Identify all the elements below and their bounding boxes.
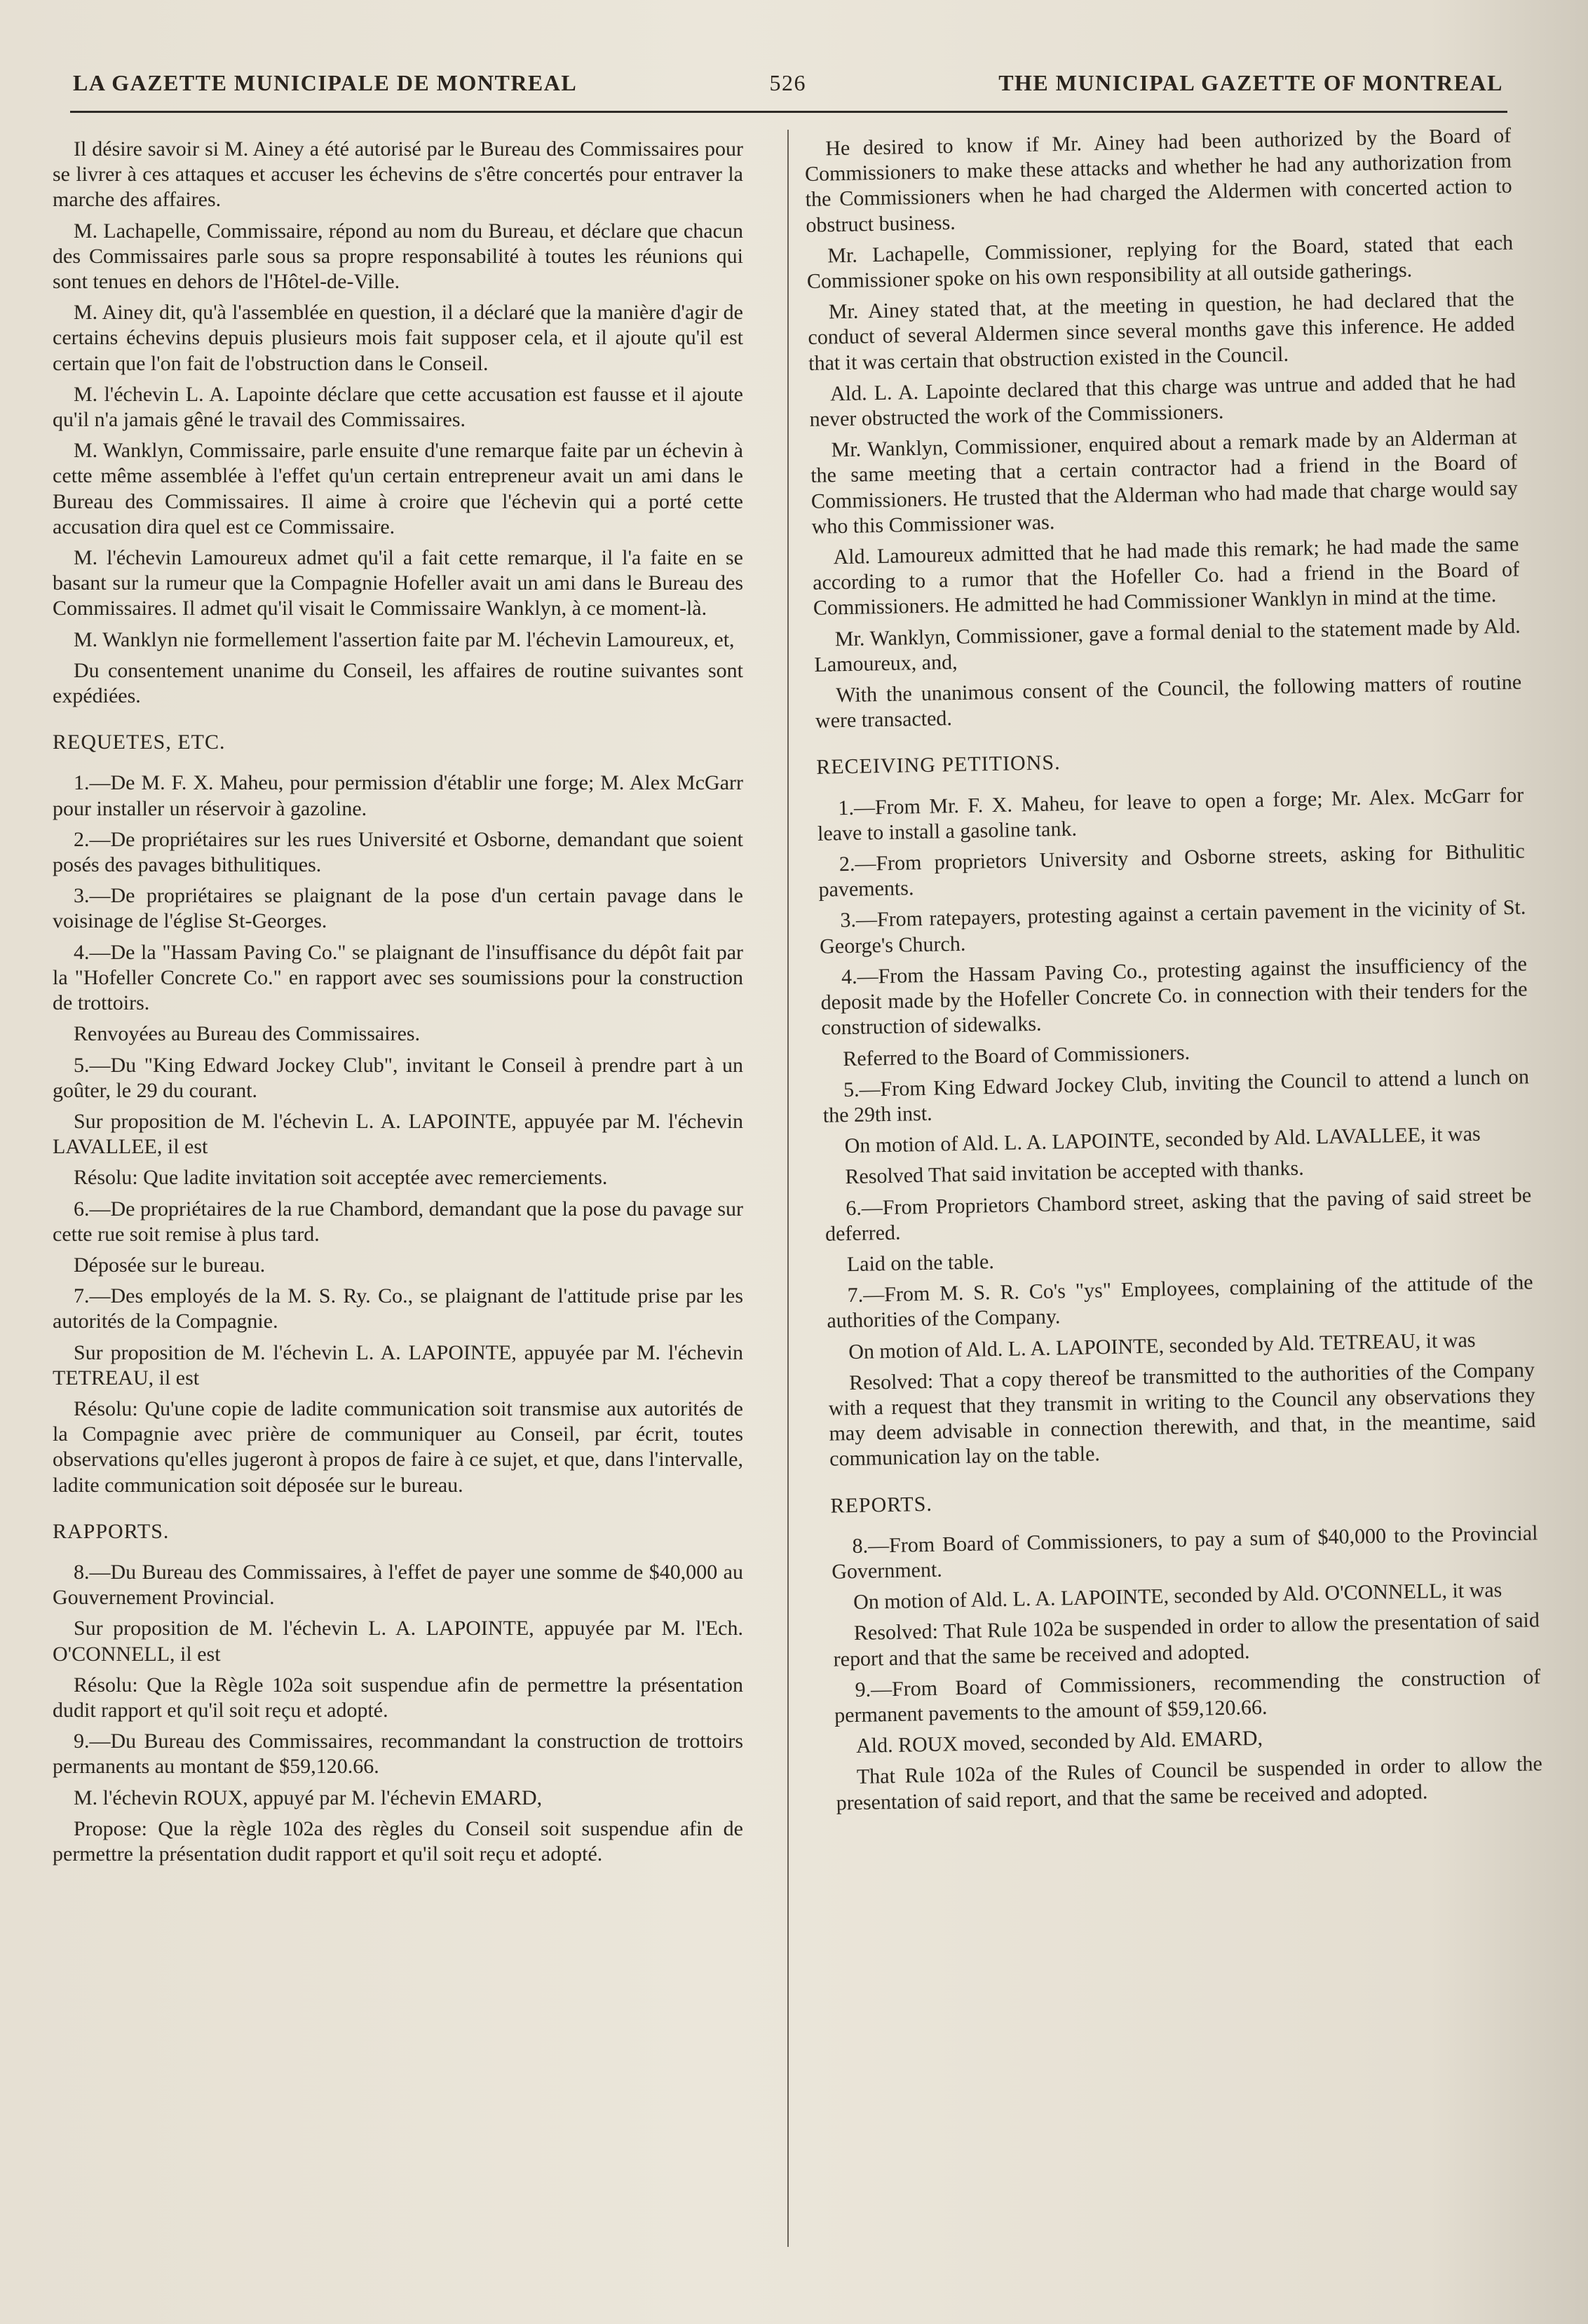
en-petition-item: 1.—From Mr. F. X. Maheu, for leave to open a forge; Mr. Alex. McGarr for leave to install a gasoline tank. xyxy=(817,783,1524,845)
fr-requete-item: 4.—De la "Hassam Paving Co." se plaignant de l'insuffisance du dépôt fait par la "Hofeller Concrete Co." en rapport avec ses soumissions pour la construction de trottoirs. xyxy=(53,940,743,1015)
fr-paragraph: M. l'échevin L. A. Lapointe déclare que cette accusation est fausse et il ajoute qu'il n'a jamais gêné le travail des Commissaires. xyxy=(53,382,743,432)
en-petition-item: Resolved: That a copy thereof be transmitted to the authorities of the Company with a request that they transmit in writing to the Council any observations they may deem advisable in connection therewith, and that, in the meantime, said communication lay on the table. xyxy=(828,1358,1536,1471)
fr-paragraph: M. l'échevin Lamoureux admet qu'il a fait cette remarque, il l'a faite en se basant sur la rumeur que la Compagnie Hofeller avait un ami dans le Bureau des Commissaires. Il admet qu'il visait le Commissaire Wanklyn, à ce moment-là. xyxy=(53,546,743,620)
en-paragraph: With the unanimous consent of the Council, the following matters of routine were transacted. xyxy=(815,670,1522,733)
en-petition-item: 4.—From the Hassam Paving Co., protesting against the insufficiency of the deposit made by the Hofeller Concrete Co. in connection with their tenders for the construction of sidewalks. xyxy=(820,952,1528,1040)
section-heading-requetes: REQUETES, ETC. xyxy=(53,731,226,754)
en-petition-item: 6.—From Proprietors Chambord street, asking that the paving of said street be deferred. xyxy=(824,1183,1532,1246)
en-report-item: Ald. ROUX moved, seconded by Ald. EMARD, xyxy=(855,1727,1263,1758)
en-paragraph: Mr. Ainey stated that, at the meeting in question, he had declared that the conduct of several Aldermen since several months gave this inference. He added that it was certain that obstruction existed in the Council. xyxy=(808,287,1515,375)
en-paragraph: Ald. L. A. Lapointe declared that this charge was untrue and added that he had never obstructed the work of the Commissioners. xyxy=(809,369,1516,431)
fr-requete-item: Sur proposition de M. l'échevin L. A. LAPOINTE, appuyée par M. l'échevin TETREAU, il est xyxy=(53,1340,743,1389)
section-heading-rapports: RAPPORTS. xyxy=(53,1519,170,1543)
page-number: 526 xyxy=(769,70,806,95)
en-petition-item: On motion of Ald. L. A. LAPOINTE, seconded by Ald. TETREAU, it was xyxy=(848,1328,1476,1364)
page-header xyxy=(73,70,1503,112)
fr-requete-item: 7.—Des employés de la M. S. Ry. Co., se plaignant de l'attitude prise par les autorités de la Compagnie. xyxy=(53,1284,743,1333)
en-paragraph: Mr. Wanklyn, Commissioner, gave a formal denial to the statement made by Ald. Lamoureux, and, xyxy=(814,614,1521,677)
en-petition-item: 2.—From proprietors University and Osborne streets, asking for Bithulitic pavements. xyxy=(818,839,1526,902)
fr-requete-item: 5.—Du "King Edward Jockey Club", invitant le Conseil à prendre part à un goûter, le 29 du courant. xyxy=(53,1053,743,1102)
fr-rapport-item: 8.—Du Bureau des Commissaires, à l'effet de payer une somme de $40,000 au Gouvernement Provincial. xyxy=(53,1560,743,1610)
en-petition-item: Resolved That said invitation be accepted with thanks. xyxy=(845,1156,1304,1189)
fr-paragraph: Il désire savoir si M. Ainey a été autorisé par le Bureau des Commissaires pour se livrer à ces attaques et accuser les échevins de s'être concertés pour entraver la marche des affaires. xyxy=(53,137,743,212)
en-petition-item: On motion of Ald. L. A. LAPOINTE, seconded by Ald. LAVALLEE, it was xyxy=(844,1122,1481,1158)
fr-requete-item: Résolu: Que ladite invitation soit acceptée avec remerciements. xyxy=(74,1166,608,1190)
fr-requete-item: 1.—De M. F. X. Maheu, pour permission d'établir une forge; M. Alex McGarr pour installer un réservoir à gazoline. xyxy=(53,771,743,820)
section-heading-petitions: RECEIVING PETITIONS. xyxy=(815,751,1061,780)
fr-requete-item: Résolu: Qu'une copie de ladite communication soit transmise aux autorités de la Compagnie avec prière de communiquer au Conseil, par écrit, toutes observations qu'elles jugeront à propos de faire à ce sujet, et que, dans l'intervalle, ladite communication soit déposée sur le bureau. xyxy=(53,1397,743,1497)
fr-requete-item: Renvoyées au Bureau des Commissaires. xyxy=(74,1022,421,1046)
fr-paragraph: M. Wanklyn, Commissaire, parle ensuite d'une remarque faite par un échevin à cette même assemblée à l'effet qu'un certain entrepreneur avait un ami dans le Bureau des Commissaires. Il aime à croire que l'échevin qui a porté cette accusation dira quel est ce Commissaire. xyxy=(53,439,743,538)
column-divider xyxy=(787,130,789,2247)
fr-requete-item: Déposée sur le bureau. xyxy=(74,1253,266,1277)
header-title-english: THE MUNICIPAL GAZETTE OF MONTREAL xyxy=(998,70,1503,95)
en-report-item: 8.—From Board of Commissioners, to pay a sum of $40,000 to the Provincial Government. xyxy=(831,1521,1538,1584)
en-report-item: That Rule 102a of the Rules of Council be suspended in order to allow the presentation of said report, and that the same be received and adopted. xyxy=(836,1752,1543,1815)
en-petition-item: 3.—From ratepayers, protesting against a certain pavement in the vicinity of St. George's Church. xyxy=(819,895,1526,958)
fr-rapport-item: Propose: Que la règle 102a des règles du Conseil soit suspendue afin de permettre la présentation dudit rapport et qu'il soit reçu et adopté. xyxy=(53,1816,743,1866)
fr-requete-item: Sur proposition de M. l'échevin L. A. LAPOINTE, appuyée par M. l'échevin LAVALLEE, il est xyxy=(53,1109,743,1159)
en-paragraph: Mr. Wanklyn, Commissioner, enquired about a remark made by an Alderman at the same meeting that a certain contractor had a friend in the Board of Commissioners. He trusted that the Alderman who had made that charge would say who this Commissioner was. xyxy=(810,425,1519,538)
en-report-item: Resolved: That Rule 102a be suspended in order to allow the presentation of said report and that the same be received and adopted. xyxy=(833,1608,1540,1671)
en-paragraph: He desired to know if Mr. Ainey had been authorized by the Board of Commissioners to make these attacks and whether he had any authorization from the Commissioners when he had charged the Aldermen with concerted action to obstruct business. xyxy=(804,123,1512,237)
en-petition-item: Referred to the Board of Commissioners. xyxy=(842,1040,1190,1071)
header-title-french: LA GAZETTE MUNICIPALE DE MONTREAL xyxy=(73,70,578,95)
section-heading-reports: REPORTS. xyxy=(830,1492,933,1518)
fr-requete-item: 6.—De propriétaires de la rue Chambord, demandant que la pose du pavage sur cette rue soit remise à plus tard. xyxy=(53,1197,743,1246)
en-paragraph: Mr. Lachapelle, Commissioner, replying for the Board, stated that each Commissioner spoke on his own responsibility at all outside gatherings. xyxy=(806,231,1514,293)
fr-requete-item: 2.—De propriétaires sur les rues Université et Osborne, demandant que soient posés des pavages bithulitiques. xyxy=(53,827,743,877)
french-column xyxy=(53,137,743,2254)
en-petition-item: Laid on the table. xyxy=(846,1250,995,1277)
header-rule xyxy=(70,111,1507,113)
fr-rapport-item: M. l'échevin ROUX, appuyé par M. l'échevin EMARD, xyxy=(74,1786,543,1809)
fr-requete-item: 3.—De propriétaires se plaignant de la pose d'un certain pavage dans le voisinage de l'église St-Georges. xyxy=(53,884,743,933)
fr-paragraph: M. Wanklyn nie formellement l'assertion faite par M. l'échevin Lamoureux, et, xyxy=(74,627,735,651)
fr-paragraph: Du consentement unanime du Conseil, les affaires de routine suivantes sont expédiées. xyxy=(53,658,743,708)
fr-rapport-item: 9.—Du Bureau des Commissaires, recommandant la construction de trottoirs permanents au montant de $59,120.66. xyxy=(53,1730,743,1779)
fr-paragraph: M. Lachapelle, Commissaire, répond au nom du Bureau, et déclare que chacun des Commissaires parle sous sa propre responsabilité à toutes les réunions qui sont tenues en dehors de l'Hôtel-de-Ville. xyxy=(53,219,743,294)
fr-rapport-item: Résolu: Que la Règle 102a soit suspendue afin de permettre la présentation dudit rapport et qu'il soit reçu et adopté. xyxy=(53,1673,743,1722)
english-column xyxy=(804,123,1552,2254)
en-petition-item: 5.—From King Edward Jockey Club, inviting the Council to attend a lunch on the 29th inst. xyxy=(822,1065,1530,1127)
en-paragraph: Ald. Lamoureux admitted that he had made this remark; he had made the same according to a rumor that the Hofeller Co. had a friend in the Board of Commissioners. He admitted he had Commissioner Wanklyn in mind at the time. xyxy=(812,532,1520,620)
fr-rapport-item: Sur proposition de M. l'échevin L. A. LAPOINTE, appuyée par M. l'Ech. O'CONNELL, il est xyxy=(53,1617,743,1666)
en-report-item: On motion of Ald. L. A. LAPOINTE, seconded by Ald. O'CONNELL, it was xyxy=(853,1578,1502,1615)
fr-paragraph: M. Ainey dit, qu'à l'assemblée en question, il a déclaré que la manière d'agir de certains échevins depuis plusieurs mois fait supposer cela, et il ajoute qu'il est certain que l'on fait de l'obstruction dans le Conseil. xyxy=(53,301,743,375)
en-petition-item: 7.—From M. S. R. Co's "ys" Employees, complaining of the attitude of the authorities of the Company. xyxy=(827,1270,1533,1333)
en-report-item: 9.—From Board of Commissioners, recommending the construction of permanent pavements to the amount of $59,120.66. xyxy=(834,1665,1541,1727)
